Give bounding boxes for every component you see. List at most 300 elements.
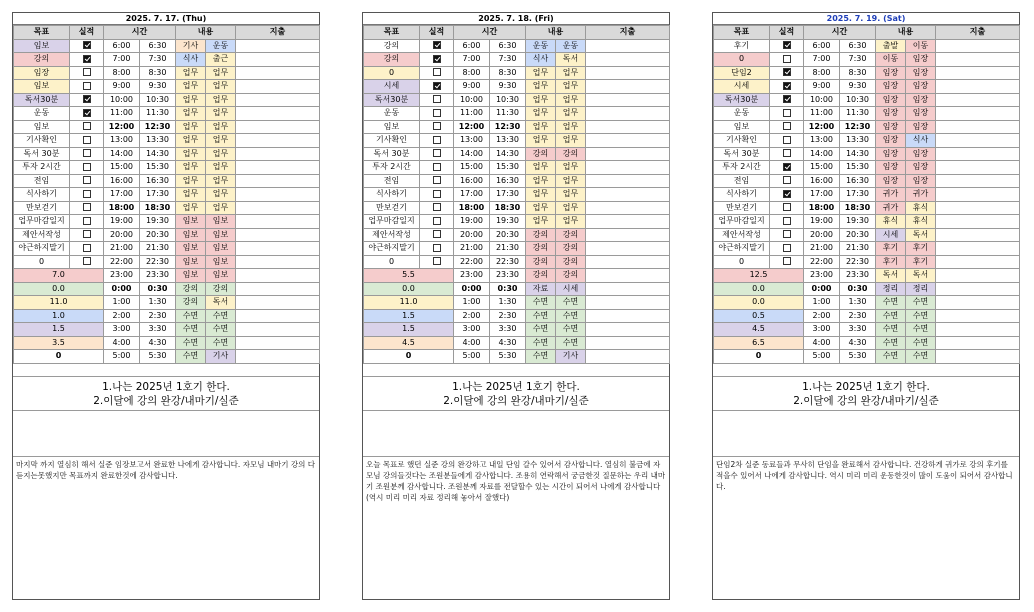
gratitude-note[interactable]: 단임2차 실준 동료들과 무사히 단임을 완료해서 감사합니다. 건강하게 귀가로 강의 후기를 적을수 있어서 나에게 감사합니다. 역시 미리 미리 운동한것이 많이 도움이 되어서 감사합니다. <box>716 460 1013 491</box>
check-cell[interactable] <box>770 255 804 269</box>
expense-cell[interactable] <box>936 80 1020 94</box>
check-cell[interactable] <box>420 80 454 94</box>
expense-cell[interactable] <box>236 80 320 94</box>
content-cell[interactable]: 업무 <box>556 134 586 148</box>
expense-cell[interactable] <box>236 147 320 161</box>
expense-cell[interactable] <box>936 336 1020 350</box>
content-cell[interactable]: 수면 <box>526 309 556 323</box>
content-cell[interactable]: 임장 <box>906 120 936 134</box>
check-cell[interactable] <box>70 107 104 121</box>
content-cell[interactable]: 업무 <box>206 161 236 175</box>
check-cell[interactable] <box>70 215 104 229</box>
expense-cell[interactable] <box>586 147 670 161</box>
check-cell[interactable] <box>420 242 454 256</box>
checkbox[interactable] <box>83 95 91 103</box>
content-cell[interactable]: 수면 <box>176 309 206 323</box>
checkbox[interactable] <box>433 68 441 76</box>
content-cell[interactable]: 업무 <box>556 201 586 215</box>
checkbox[interactable] <box>83 136 91 144</box>
content-cell[interactable]: 임보 <box>176 228 206 242</box>
content-cell[interactable]: 임보 <box>176 255 206 269</box>
content-cell[interactable]: 업무 <box>556 161 586 175</box>
expense-cell[interactable] <box>236 215 320 229</box>
checkbox[interactable] <box>83 230 91 238</box>
expense-cell[interactable] <box>936 39 1020 53</box>
expense-cell[interactable] <box>586 39 670 53</box>
expense-cell[interactable] <box>936 147 1020 161</box>
content-cell[interactable]: 출근 <box>206 53 236 67</box>
content-cell[interactable]: 임장 <box>876 80 906 94</box>
content-cell[interactable]: 업무 <box>526 80 556 94</box>
checkbox[interactable] <box>783 149 791 157</box>
expense-cell[interactable] <box>936 309 1020 323</box>
content-cell[interactable]: 임보 <box>206 228 236 242</box>
expense-cell[interactable] <box>586 255 670 269</box>
expense-cell[interactable] <box>236 255 320 269</box>
content-cell[interactable]: 귀가 <box>876 188 906 202</box>
expense-cell[interactable] <box>586 66 670 80</box>
checkbox[interactable] <box>783 109 791 117</box>
check-cell[interactable] <box>70 147 104 161</box>
content-cell[interactable]: 기사 <box>206 350 236 364</box>
content-cell[interactable]: 수면 <box>526 323 556 337</box>
content-cell[interactable]: 업무 <box>556 107 586 121</box>
checkbox[interactable] <box>83 68 91 76</box>
content-cell[interactable]: 업무 <box>206 93 236 107</box>
check-cell[interactable] <box>70 66 104 80</box>
checkbox[interactable] <box>83 257 91 265</box>
expense-cell[interactable] <box>586 336 670 350</box>
check-cell[interactable] <box>70 188 104 202</box>
check-cell[interactable] <box>420 120 454 134</box>
content-cell[interactable]: 업무 <box>206 107 236 121</box>
check-cell[interactable] <box>770 188 804 202</box>
checkbox[interactable] <box>83 149 91 157</box>
content-cell[interactable]: 임장 <box>906 93 936 107</box>
content-cell[interactable]: 임장 <box>876 120 906 134</box>
checkbox[interactable] <box>783 68 791 76</box>
content-cell[interactable]: 업무 <box>206 201 236 215</box>
check-cell[interactable] <box>420 39 454 53</box>
content-cell[interactable]: 업무 <box>206 134 236 148</box>
expense-cell[interactable] <box>936 120 1020 134</box>
expense-cell[interactable] <box>936 269 1020 283</box>
checkbox[interactable] <box>433 122 441 130</box>
expense-cell[interactable] <box>236 53 320 67</box>
check-cell[interactable] <box>70 174 104 188</box>
content-cell[interactable]: 업무 <box>526 134 556 148</box>
content-cell[interactable]: 임장 <box>876 66 906 80</box>
checkbox[interactable] <box>783 244 791 252</box>
content-cell[interactable]: 후기 <box>906 242 936 256</box>
content-cell[interactable]: 강의 <box>556 147 586 161</box>
content-cell[interactable]: 수면 <box>906 336 936 350</box>
checkbox[interactable] <box>83 244 91 252</box>
content-cell[interactable]: 업무 <box>526 93 556 107</box>
content-cell[interactable]: 수면 <box>876 309 906 323</box>
content-cell[interactable]: 시세 <box>876 228 906 242</box>
content-cell[interactable]: 업무 <box>526 161 556 175</box>
expense-cell[interactable] <box>586 296 670 310</box>
check-cell[interactable] <box>770 161 804 175</box>
checkbox[interactable] <box>783 176 791 184</box>
checkbox[interactable] <box>783 122 791 130</box>
expense-cell[interactable] <box>586 53 670 67</box>
content-cell[interactable]: 수면 <box>526 296 556 310</box>
expense-cell[interactable] <box>936 188 1020 202</box>
check-cell[interactable] <box>770 39 804 53</box>
expense-cell[interactable] <box>586 350 670 364</box>
content-cell[interactable]: 정리 <box>906 282 936 296</box>
content-cell[interactable]: 기사 <box>556 350 586 364</box>
check-cell[interactable] <box>420 53 454 67</box>
content-cell[interactable]: 강의 <box>556 255 586 269</box>
check-cell[interactable] <box>420 255 454 269</box>
checkbox[interactable] <box>783 82 791 90</box>
content-cell[interactable]: 식사 <box>176 53 206 67</box>
expense-cell[interactable] <box>586 161 670 175</box>
expense-cell[interactable] <box>586 309 670 323</box>
check-cell[interactable] <box>70 228 104 242</box>
check-cell[interactable] <box>770 93 804 107</box>
checkbox[interactable] <box>433 257 441 265</box>
check-cell[interactable] <box>70 134 104 148</box>
check-cell[interactable] <box>420 66 454 80</box>
content-cell[interactable]: 독서 <box>906 269 936 283</box>
content-cell[interactable]: 임장 <box>906 147 936 161</box>
content-cell[interactable]: 업무 <box>556 215 586 229</box>
content-cell[interactable]: 강의 <box>526 269 556 283</box>
checkbox[interactable] <box>783 217 791 225</box>
content-cell[interactable]: 강의 <box>556 269 586 283</box>
content-cell[interactable]: 운동 <box>556 39 586 53</box>
expense-cell[interactable] <box>236 107 320 121</box>
content-cell[interactable]: 임보 <box>176 242 206 256</box>
expense-cell[interactable] <box>936 323 1020 337</box>
content-cell[interactable]: 이동 <box>876 53 906 67</box>
content-cell[interactable]: 식사 <box>526 53 556 67</box>
content-cell[interactable]: 수면 <box>206 323 236 337</box>
expense-cell[interactable] <box>236 188 320 202</box>
content-cell[interactable]: 임장 <box>906 66 936 80</box>
expense-cell[interactable] <box>586 269 670 283</box>
check-cell[interactable] <box>70 201 104 215</box>
content-cell[interactable]: 임장 <box>876 93 906 107</box>
expense-cell[interactable] <box>236 296 320 310</box>
expense-cell[interactable] <box>936 255 1020 269</box>
gratitude-note[interactable]: 오늘 목표로 했던 실준 강의 완강하고 내일 단임 갈수 있어서 감사합니다. 열심히 불금에 자모님 강의들것다는 조원분들에게 감사합니다. 조용히 연락해서 궁금한것 질문하는 우리 내마기 조원분께 감사합니다. 조원분께 자료를 전달할수 있는 시간이 되어서 나에게 감사합니다(역시 미리 미리 자료 정리해 놓아서 잘했다) <box>366 460 666 502</box>
check-cell[interactable] <box>420 93 454 107</box>
content-cell[interactable]: 업무 <box>206 80 236 94</box>
checkbox[interactable] <box>783 190 791 198</box>
content-cell[interactable]: 업무 <box>176 66 206 80</box>
checkbox[interactable] <box>433 136 441 144</box>
checkbox[interactable] <box>433 163 441 171</box>
content-cell[interactable]: 휴식 <box>906 215 936 229</box>
content-cell[interactable]: 귀가 <box>876 201 906 215</box>
content-cell[interactable]: 임장 <box>906 107 936 121</box>
content-cell[interactable]: 독서 <box>206 296 236 310</box>
content-cell[interactable]: 업무 <box>176 174 206 188</box>
checkbox[interactable] <box>783 203 791 211</box>
checkbox[interactable] <box>83 41 91 49</box>
expense-cell[interactable] <box>586 93 670 107</box>
content-cell[interactable]: 업무 <box>526 215 556 229</box>
checkbox[interactable] <box>433 95 441 103</box>
content-cell[interactable]: 수면 <box>876 296 906 310</box>
expense-cell[interactable] <box>936 201 1020 215</box>
check-cell[interactable] <box>70 255 104 269</box>
check-cell[interactable] <box>70 161 104 175</box>
expense-cell[interactable] <box>236 336 320 350</box>
content-cell[interactable]: 업무 <box>526 188 556 202</box>
content-cell[interactable]: 임보 <box>206 255 236 269</box>
content-cell[interactable]: 수면 <box>906 296 936 310</box>
content-cell[interactable]: 수면 <box>906 323 936 337</box>
content-cell[interactable]: 임장 <box>906 53 936 67</box>
checkbox[interactable] <box>433 203 441 211</box>
content-cell[interactable]: 이동 <box>906 39 936 53</box>
content-cell[interactable]: 수면 <box>526 336 556 350</box>
expense-cell[interactable] <box>936 53 1020 67</box>
content-cell[interactable]: 임장 <box>876 147 906 161</box>
check-cell[interactable] <box>770 215 804 229</box>
expense-cell[interactable] <box>236 309 320 323</box>
checkbox[interactable] <box>83 163 91 171</box>
checkbox[interactable] <box>83 55 91 63</box>
content-cell[interactable]: 업무 <box>556 80 586 94</box>
expense-cell[interactable] <box>236 39 320 53</box>
check-cell[interactable] <box>420 134 454 148</box>
content-cell[interactable]: 업무 <box>176 80 206 94</box>
content-cell[interactable]: 정리 <box>876 282 906 296</box>
content-cell[interactable]: 수면 <box>876 336 906 350</box>
check-cell[interactable] <box>420 228 454 242</box>
expense-cell[interactable] <box>936 242 1020 256</box>
expense-cell[interactable] <box>936 161 1020 175</box>
checkbox[interactable] <box>83 82 91 90</box>
check-cell[interactable] <box>770 201 804 215</box>
checkbox[interactable] <box>433 41 441 49</box>
expense-cell[interactable] <box>936 66 1020 80</box>
content-cell[interactable]: 수면 <box>176 323 206 337</box>
checkbox[interactable] <box>783 41 791 49</box>
check-cell[interactable] <box>420 161 454 175</box>
content-cell[interactable]: 업무 <box>176 201 206 215</box>
content-cell[interactable]: 휴식 <box>906 201 936 215</box>
checkbox[interactable] <box>83 217 91 225</box>
content-cell[interactable]: 강의 <box>176 282 206 296</box>
expense-cell[interactable] <box>936 350 1020 364</box>
content-cell[interactable]: 강의 <box>206 282 236 296</box>
check-cell[interactable] <box>770 80 804 94</box>
content-cell[interactable]: 수면 <box>556 309 586 323</box>
expense-cell[interactable] <box>236 174 320 188</box>
expense-cell[interactable] <box>236 66 320 80</box>
content-cell[interactable]: 업무 <box>556 188 586 202</box>
check-cell[interactable] <box>770 66 804 80</box>
expense-cell[interactable] <box>586 134 670 148</box>
content-cell[interactable]: 임보 <box>206 242 236 256</box>
expense-cell[interactable] <box>236 242 320 256</box>
content-cell[interactable]: 강의 <box>556 228 586 242</box>
content-cell[interactable]: 임장 <box>906 174 936 188</box>
content-cell[interactable]: 수면 <box>876 323 906 337</box>
content-cell[interactable]: 임보 <box>206 269 236 283</box>
content-cell[interactable]: 업무 <box>526 107 556 121</box>
check-cell[interactable] <box>770 120 804 134</box>
expense-cell[interactable] <box>936 134 1020 148</box>
content-cell[interactable]: 업무 <box>176 120 206 134</box>
content-cell[interactable]: 업무 <box>206 120 236 134</box>
checkbox[interactable] <box>783 55 791 63</box>
expense-cell[interactable] <box>936 107 1020 121</box>
checkbox[interactable] <box>83 203 91 211</box>
check-cell[interactable] <box>770 174 804 188</box>
content-cell[interactable]: 업무 <box>556 174 586 188</box>
checkbox[interactable] <box>783 257 791 265</box>
check-cell[interactable] <box>420 147 454 161</box>
expense-cell[interactable] <box>236 161 320 175</box>
content-cell[interactable]: 독서 <box>556 53 586 67</box>
check-cell[interactable] <box>70 120 104 134</box>
content-cell[interactable]: 강의 <box>526 228 556 242</box>
check-cell[interactable] <box>420 201 454 215</box>
expense-cell[interactable] <box>236 201 320 215</box>
content-cell[interactable]: 수면 <box>526 350 556 364</box>
content-cell[interactable]: 강의 <box>176 296 206 310</box>
content-cell[interactable]: 업무 <box>206 188 236 202</box>
expense-cell[interactable] <box>586 107 670 121</box>
content-cell[interactable]: 기사 <box>176 39 206 53</box>
content-cell[interactable]: 휴식 <box>876 215 906 229</box>
checkbox[interactable] <box>433 244 441 252</box>
checkbox[interactable] <box>433 109 441 117</box>
check-cell[interactable] <box>420 174 454 188</box>
content-cell[interactable]: 시세 <box>556 282 586 296</box>
expense-cell[interactable] <box>586 228 670 242</box>
expense-cell[interactable] <box>936 215 1020 229</box>
expense-cell[interactable] <box>586 323 670 337</box>
expense-cell[interactable] <box>936 282 1020 296</box>
checkbox[interactable] <box>433 190 441 198</box>
expense-cell[interactable] <box>586 80 670 94</box>
content-cell[interactable]: 수면 <box>906 309 936 323</box>
checkbox[interactable] <box>83 190 91 198</box>
content-cell[interactable]: 업무 <box>206 147 236 161</box>
content-cell[interactable]: 운동 <box>206 39 236 53</box>
content-cell[interactable]: 임보 <box>176 269 206 283</box>
content-cell[interactable]: 업무 <box>176 161 206 175</box>
content-cell[interactable]: 업무 <box>176 134 206 148</box>
expense-cell[interactable] <box>236 134 320 148</box>
content-cell[interactable]: 수면 <box>206 336 236 350</box>
check-cell[interactable] <box>770 53 804 67</box>
content-cell[interactable]: 수면 <box>556 336 586 350</box>
checkbox[interactable] <box>433 55 441 63</box>
expense-cell[interactable] <box>936 174 1020 188</box>
content-cell[interactable]: 수면 <box>176 350 206 364</box>
content-cell[interactable]: 업무 <box>176 147 206 161</box>
content-cell[interactable]: 임장 <box>906 80 936 94</box>
content-cell[interactable]: 귀가 <box>906 188 936 202</box>
content-cell[interactable]: 강의 <box>556 242 586 256</box>
expense-cell[interactable] <box>936 228 1020 242</box>
check-cell[interactable] <box>420 107 454 121</box>
checkbox[interactable] <box>783 163 791 171</box>
content-cell[interactable]: 식사 <box>906 134 936 148</box>
check-cell[interactable] <box>70 53 104 67</box>
checkbox[interactable] <box>433 217 441 225</box>
content-cell[interactable]: 독서 <box>906 228 936 242</box>
content-cell[interactable]: 업무 <box>526 120 556 134</box>
expense-cell[interactable] <box>236 228 320 242</box>
expense-cell[interactable] <box>936 93 1020 107</box>
check-cell[interactable] <box>770 147 804 161</box>
content-cell[interactable]: 업무 <box>556 93 586 107</box>
check-cell[interactable] <box>770 107 804 121</box>
expense-cell[interactable] <box>586 215 670 229</box>
content-cell[interactable]: 업무 <box>206 174 236 188</box>
content-cell[interactable]: 임장 <box>906 161 936 175</box>
content-cell[interactable]: 업무 <box>526 66 556 80</box>
expense-cell[interactable] <box>236 269 320 283</box>
checkbox[interactable] <box>783 95 791 103</box>
content-cell[interactable]: 수면 <box>906 350 936 364</box>
content-cell[interactable]: 임보 <box>176 215 206 229</box>
content-cell[interactable]: 수면 <box>206 309 236 323</box>
checkbox[interactable] <box>83 109 91 117</box>
content-cell[interactable]: 독서 <box>876 269 906 283</box>
expense-cell[interactable] <box>586 242 670 256</box>
content-cell[interactable]: 임장 <box>876 134 906 148</box>
content-cell[interactable]: 자료 <box>526 282 556 296</box>
content-cell[interactable]: 임장 <box>876 174 906 188</box>
content-cell[interactable]: 강의 <box>526 255 556 269</box>
check-cell[interactable] <box>420 215 454 229</box>
content-cell[interactable]: 수면 <box>876 350 906 364</box>
content-cell[interactable]: 업무 <box>526 174 556 188</box>
content-cell[interactable]: 업무 <box>176 107 206 121</box>
check-cell[interactable] <box>420 188 454 202</box>
expense-cell[interactable] <box>586 188 670 202</box>
checkbox[interactable] <box>83 122 91 130</box>
check-cell[interactable] <box>770 242 804 256</box>
checkbox[interactable] <box>433 82 441 90</box>
content-cell[interactable]: 후기 <box>906 255 936 269</box>
expense-cell[interactable] <box>586 120 670 134</box>
checkbox[interactable] <box>783 230 791 238</box>
content-cell[interactable]: 업무 <box>556 66 586 80</box>
check-cell[interactable] <box>70 39 104 53</box>
content-cell[interactable]: 임장 <box>876 161 906 175</box>
checkbox[interactable] <box>783 136 791 144</box>
check-cell[interactable] <box>70 80 104 94</box>
content-cell[interactable]: 출발 <box>876 39 906 53</box>
checkbox[interactable] <box>433 230 441 238</box>
expense-cell[interactable] <box>236 120 320 134</box>
check-cell[interactable] <box>770 228 804 242</box>
content-cell[interactable]: 후기 <box>876 255 906 269</box>
expense-cell[interactable] <box>236 93 320 107</box>
content-cell[interactable]: 임보 <box>206 215 236 229</box>
checkbox[interactable] <box>83 176 91 184</box>
content-cell[interactable]: 업무 <box>176 93 206 107</box>
content-cell[interactable]: 업무 <box>206 66 236 80</box>
expense-cell[interactable] <box>586 201 670 215</box>
check-cell[interactable] <box>70 242 104 256</box>
content-cell[interactable]: 수면 <box>556 296 586 310</box>
